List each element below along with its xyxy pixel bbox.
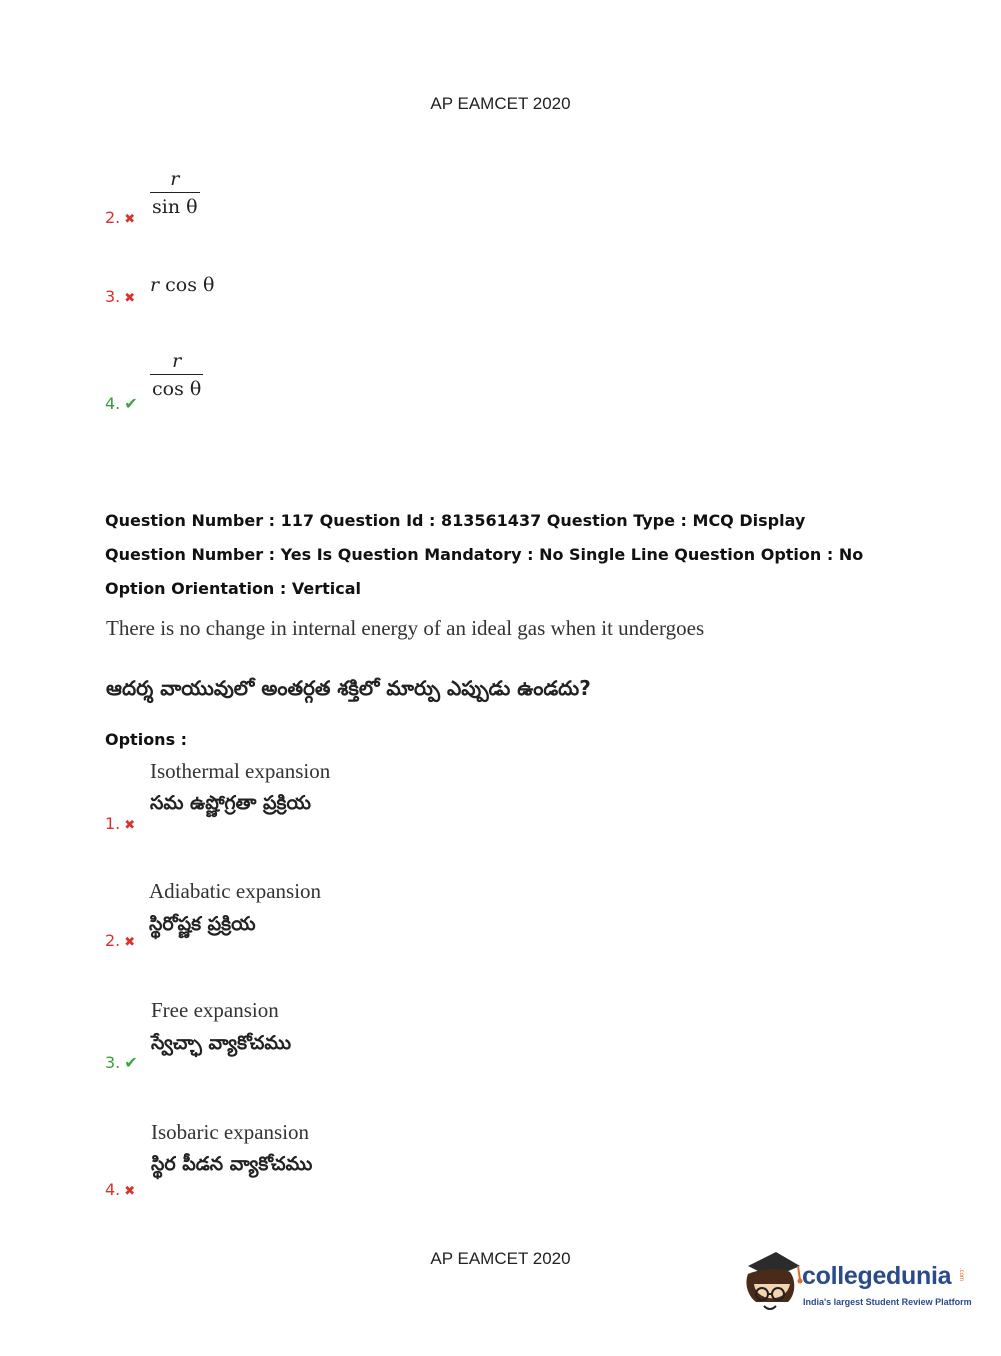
options-label: Options :	[105, 730, 188, 749]
question-text-english: There is no change in internal energy of an ideal gas when it undergoes	[106, 616, 705, 640]
option-4-marker	[105, 1180, 135, 1199]
wrong-icon: ✖	[124, 818, 136, 833]
option-number: 3.	[105, 1053, 121, 1072]
option-number: 4.	[105, 1180, 121, 1199]
option-4-english: Isobaric expansion	[151, 1120, 310, 1144]
wrong-icon: ✖	[124, 212, 136, 227]
logo-domain: .com	[958, 1268, 964, 1282]
denominator: cos θ	[150, 374, 203, 400]
option-number: 2.	[105, 208, 121, 227]
option-1-marker	[105, 814, 135, 833]
numerator: r	[172, 350, 182, 372]
option-1-telugu: సమ ఉష్ణోగ్రతా ప్రక్రియ	[150, 792, 311, 814]
option-2-english: Adiabatic expansion	[149, 879, 322, 903]
wrong-icon: ✖	[124, 1184, 136, 1199]
option-1-english: Isothermal expansion	[150, 759, 331, 783]
question-text-telugu: ఆదర్శ వాయువులో అంతర్గత శక్తిలో మార్పు ఎప్పుడు ఉండదు?	[106, 676, 591, 700]
option-3-english: Free expansion	[151, 998, 279, 1022]
option-number: 3.	[105, 287, 121, 306]
prev-option-2-expression	[150, 168, 200, 218]
option-3-marker	[105, 1053, 138, 1072]
prev-option-2	[105, 208, 135, 227]
numerator: r	[170, 168, 180, 190]
logo-tagline: India's largest Student Review Platform	[803, 1297, 972, 1307]
prev-option-4-expression	[150, 350, 203, 400]
option-2-marker	[105, 931, 135, 950]
logo-wordmark: collegedunia	[802, 1262, 952, 1290]
mascot-icon	[742, 1250, 804, 1320]
check-icon: ✔	[124, 1053, 138, 1072]
prev-option-3	[105, 287, 135, 306]
fraction	[150, 168, 200, 218]
fraction	[150, 350, 203, 400]
prev-option-3-expression	[150, 274, 214, 296]
page-header: AP EAMCET 2020	[430, 94, 571, 113]
collegedunia-logo	[742, 1250, 972, 1320]
question-meta: Question Number : 117 Question Id : 813561437 Question Type : MCQ Display Question Number : Yes Is Question Mandatory : No Single Line Question Option : No Option Orientation : Vertical	[105, 511, 864, 598]
wrong-icon: ✖	[124, 291, 136, 306]
page-footer: AP EAMCET 2020	[430, 1249, 571, 1268]
expression-rest: cos θ	[159, 274, 215, 296]
option-4-telugu: స్థిర పీడన వ్యాకోచము	[151, 1153, 313, 1175]
expression-variable: r	[150, 274, 160, 296]
option-3-telugu: స్వేచ్ఛా వ్యాకోచము	[151, 1032, 292, 1054]
prev-option-4	[105, 394, 138, 413]
check-icon: ✔	[124, 394, 138, 413]
wrong-icon: ✖	[124, 935, 136, 950]
option-number: 4.	[105, 394, 121, 413]
option-number: 2.	[105, 931, 121, 950]
option-2-telugu: స్థిరోష్ణక ప్రక్రియ	[149, 913, 256, 935]
option-number: 1.	[105, 814, 121, 833]
denominator: sin θ	[150, 192, 200, 218]
